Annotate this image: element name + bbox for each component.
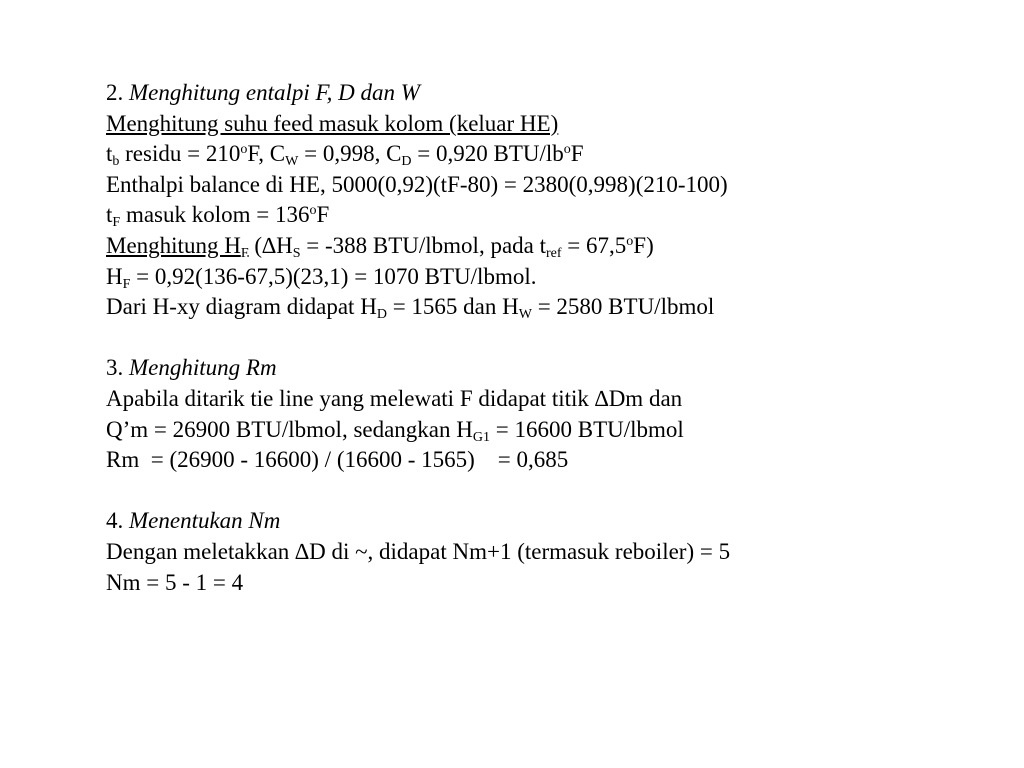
stage-count-line: Dengan meletakkan ∆D di ~, didapat Nm+1 (termasuk reboiler) = 5: [106, 538, 731, 564]
hf-subheading: Menghitung $H_F$: [106, 232, 249, 261]
feed-temperature-subheading: Menghitung suhu feed masuk kolom (keluar HE): [106, 110, 559, 136]
hf-result-line: $H_F = 0,92(136-67,5)(23,1) = 1070$ BTU/lbmol.: [106, 263, 537, 292]
qm-line: Q’m = 26900 BTU/lbmol, sedangkan $H_{G1} = 16600$ BTU/lbmol: [106, 416, 684, 445]
residue-temperature-line: $t_b$ residu = $210^oF$, $C_W = 0,998$, $C_D = 0,920$ BTU/$lb^oF$: [106, 141, 584, 170]
nm-result-line: Nm = 5 - 1 = 4: [106, 569, 244, 595]
slide-content: [106, 78, 1006, 598]
rm-result-line: Rm = (26900 - 16600) / (16600 - 1565) = 0,685: [106, 447, 569, 473]
feed-inlet-temperature-line: $t_F$ masuk kolom = $136^oF$: [106, 202, 330, 231]
section-2-title: 2. Menghitung entalpi F, D dan W: [106, 80, 420, 105]
section-4-heading: Menentukan Nm: [129, 508, 281, 534]
section-4-title: 4. Menentukan Nm: [106, 508, 281, 534]
spacer: [106, 476, 1006, 507]
hf-calculation-heading-line: Menghitung $H_F$ ($\Delta H_S = -388$ BTU/lbmol, pada $t_{ref} = 67,5^oF$): [106, 232, 654, 261]
section-3-title: 3. Menghitung Rm: [106, 355, 277, 381]
tie-line-text: Apabila ditarik tie line yang melewati F didapat titik ∆Dm dan: [106, 385, 683, 411]
section-2-heading: Menghitung entalpi F, D dan W: [129, 80, 420, 105]
hxy-diagram-line: Dari H-xy diagram didapat $H_D = 1565$ dan $H_W = 2580$ BTU/lbmol: [106, 294, 715, 323]
spacer: [106, 323, 1006, 354]
enthalpy-balance-line: Enthalpi balance di HE, 5000(0,92)(tF-80) = 2380(0,998)(210-100): [106, 171, 728, 197]
section-3-heading: Menghitung Rm: [129, 355, 277, 381]
